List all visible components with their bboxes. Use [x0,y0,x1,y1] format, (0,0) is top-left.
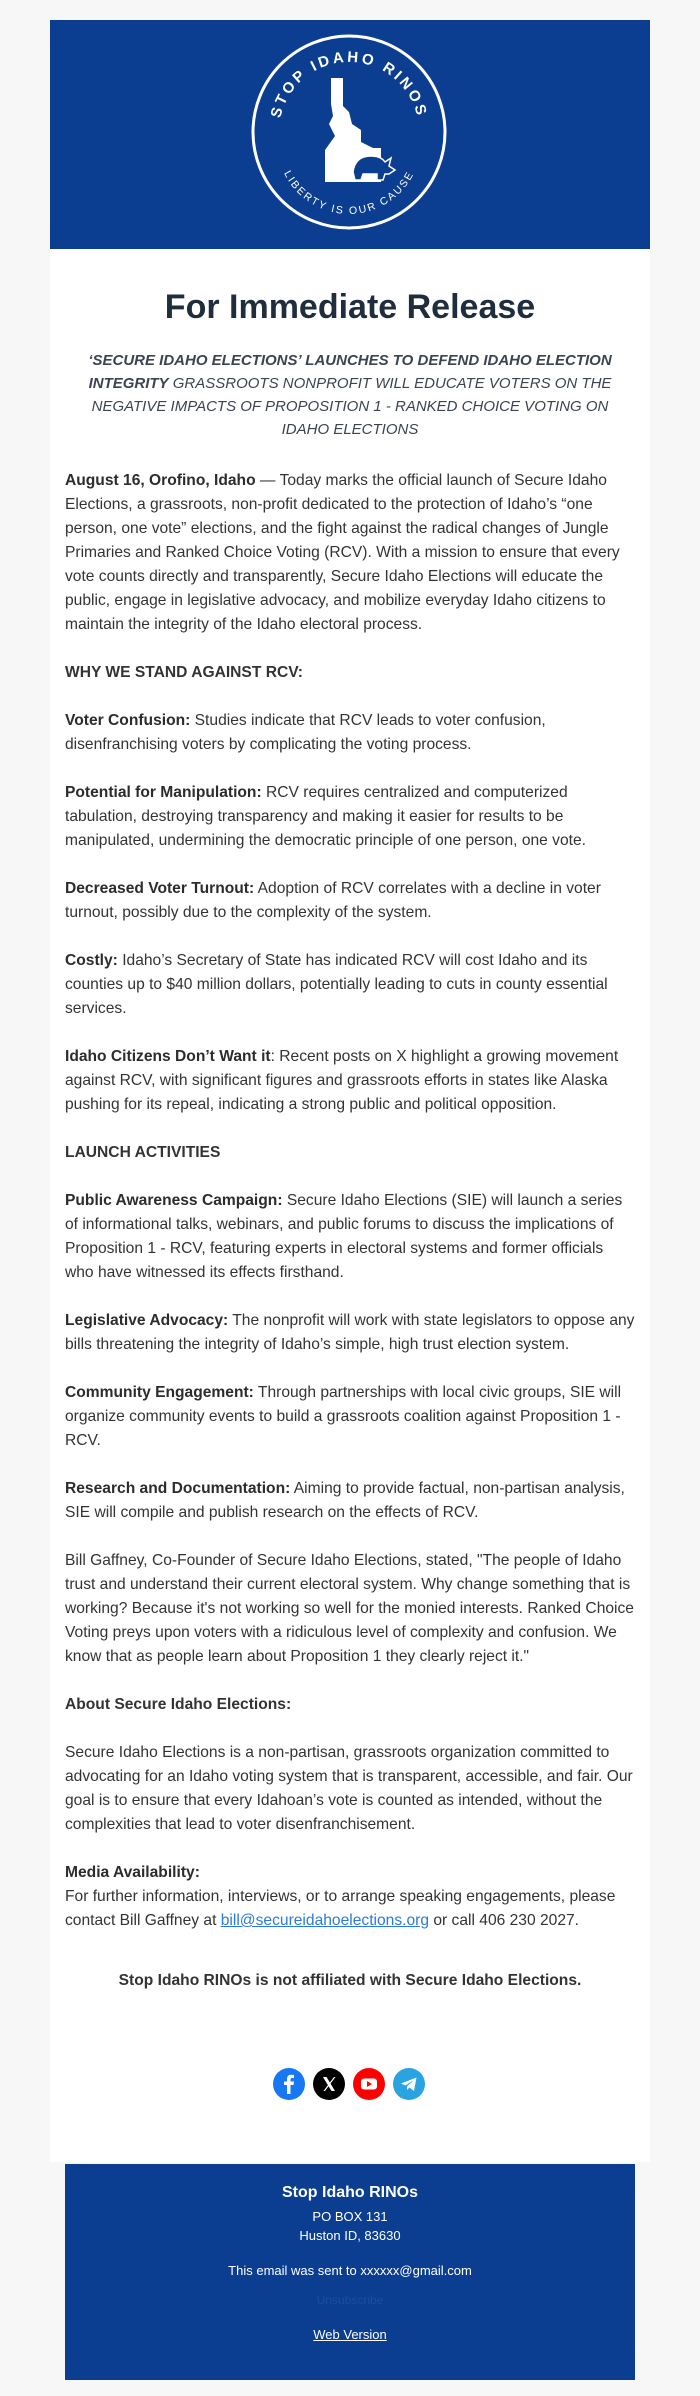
launch-heading: LAUNCH ACTIVITIES [65,1144,221,1161]
why-item-term: Idaho Citizens Don’t Want it [65,1048,271,1065]
launch-item-term: Public Awareness Campaign: [65,1192,283,1209]
why-item-text: RCV requires centralized and computerized tabulation, destroying transparency and making it easier for results to be manipulated, undermining the democratic principle of one person, one vote. [65,784,586,849]
why-item [65,781,635,853]
contact-email-link[interactable]: bill@secureidahoelections.org [220,1912,430,1929]
why-item-term: Voter Confusion: [65,712,191,729]
youtube-icon[interactable] [353,2068,385,2100]
logo-text-bottom: LIBERTY IS OUR CAUSE [281,168,417,218]
footer-address-line-2: Huston ID, 83630 [299,2228,401,2243]
why-item-text: : Recent posts on X highlight a growing movement against RCV, with significant figures and grassroots efforts in states like Alaska pushing for its repeal, indicating a strong public and political opposition. [65,1048,619,1113]
launch-item-term: Legislative Advocacy: [65,1312,229,1329]
media-heading: Media Availability: [65,1864,200,1881]
footer-address-line-1: PO BOX 131 [312,2209,388,2224]
launch-item [65,1477,635,1525]
launch-item [65,1381,635,1453]
launch-item-term: Research and Documentation: [65,1480,291,1497]
launch-item-text: The nonprofit will work with state legislators to oppose any bills threatening the integrity of Idaho’s simple, high trust election system. [65,1312,635,1353]
disclaimer: Stop Idaho RINOs is not affiliated with Secure Idaho Elections. [118,1972,582,1989]
release-subhead [77,349,623,441]
x-icon[interactable] [313,2068,345,2100]
why-item-text: Idaho’s Secretary of State has indicated RCV will cost Idaho and its counties up to $40 million dollars, potentially leading to cuts in county essential services. [65,952,608,1017]
why-item-text: Studies indicate that RCV leads to voter confusion, disenfranchising voters by complicating the voting process. [65,712,546,753]
why-item [65,709,635,757]
launch-item-text: Aiming to provide factual, non-partisan analysis, SIE will compile and publish research on the effects of RCV. [65,1480,625,1521]
telegram-icon[interactable] [393,2068,425,2100]
launch-item [65,1189,635,1285]
page-title: For Immediate Release [164,288,536,326]
media-text: For further information, interviews, or to arrange speaking engagements, please contact Bill Gaffney at [65,1888,616,1929]
subhead-summary: GRASSROOTS NONPROFIT WILL EDUCATE VOTERS ON THE NEGATIVE IMPACTS OF PROPOSITION 1 - RANKED CHOICE VOTING ON IDAHO ELECTIONS [91,375,612,438]
media-phone-text: or call 406 230 2027. [429,1912,579,1929]
footer-org-name: Stop Idaho RINOs [282,2184,418,2201]
intro-text: — Today marks the official launch of Secure Idaho Elections, a grassroots, non-profit dedicated to the protection of Idaho’s “one person, one vote” elections, and the fight against the radical changes of Jungle Primaries and Ranked Choice Voting (RCV). With a mission to ensure that every vote counts directly and transparently, Secure Idaho Elections will educate the public, engage in legislative advocacy, and mobilize everyday Idaho citizens to maintain the integrity of the Idaho electoral process. [65,472,620,633]
stop-idaho-rinos-logo [249,32,449,232]
why-item-term: Costly: [65,952,118,969]
launch-item-text: Secure Idaho Elections (SIE) will launch a series of informational talks, webinars, and public forums to discuss the implications of Proposition 1 - RCV, featuring experts in electoral systems and former officials who have witnessed its effects firsthand. [65,1192,623,1281]
why-item [65,877,635,925]
why-item [65,949,635,1021]
footer [65,2164,635,2380]
why-item-term: Decreased Voter Turnout: [65,880,255,897]
why-item-term: Potential for Manipulation: [65,784,262,801]
email-card [50,20,650,2162]
header-banner [50,20,650,249]
footer-sent-to: This email was sent to xxxxxx@gmail.com [228,2263,472,2278]
why-item-text: Adoption of RCV correlates with a decline in voter turnout, possibly due to the complexity of the system. [65,880,601,921]
subhead-headline: ‘SECURE IDAHO ELECTIONS’ LAUNCHES TO DEFEND IDAHO ELECTION INTEGRITY [88,352,612,392]
launch-item-text: Through partnerships with local civic groups, SIE will organize community events to build a grassroots coalition against Proposition 1 - RCV. [65,1384,622,1449]
unsubscribe-link[interactable]: Unsubscribe [316,2293,384,2307]
dateline: August 16, Orofino, Idaho [65,472,256,489]
why-heading: WHY WE STAND AGAINST RCV: [65,664,303,681]
launch-item-term: Community Engagement: [65,1384,254,1401]
founder-quote: Bill Gaffney, Co-Founder of Secure Idaho Elections, stated, "The people of Idaho trust and understand their current electoral system. Why change something that is working? Because it's not working so well for the monied interests. Ranked Choice Voting preys upon voters with a ridiculous level of complexity and confusion. We know that as people learn about Proposition 1 they clearly reject it." [65,1552,634,1665]
launch-item [65,1309,635,1357]
logo-text-top: STOP IDAHO RINOS [267,48,431,120]
facebook-icon[interactable] [273,2068,305,2100]
media-availability [65,1861,635,1933]
release-content [65,249,635,1993]
about-text: Secure Idaho Elections is a non-partisan, grassroots organization committed to advocating for an Idaho voting system that is transparent, accessible, and fair. Our goal is to ensure that every Idahoan’s vote is counted as intended, without the complexities that lead to voter disenfranchisement. [65,1744,633,1833]
svg-text:STOP IDAHO RINOS [268,49,431,120]
why-item [65,1045,635,1117]
web-version-link[interactable]: Web Version [313,2327,387,2342]
about-heading: About Secure Idaho Elections: [65,1696,292,1713]
intro-paragraph [65,469,635,637]
